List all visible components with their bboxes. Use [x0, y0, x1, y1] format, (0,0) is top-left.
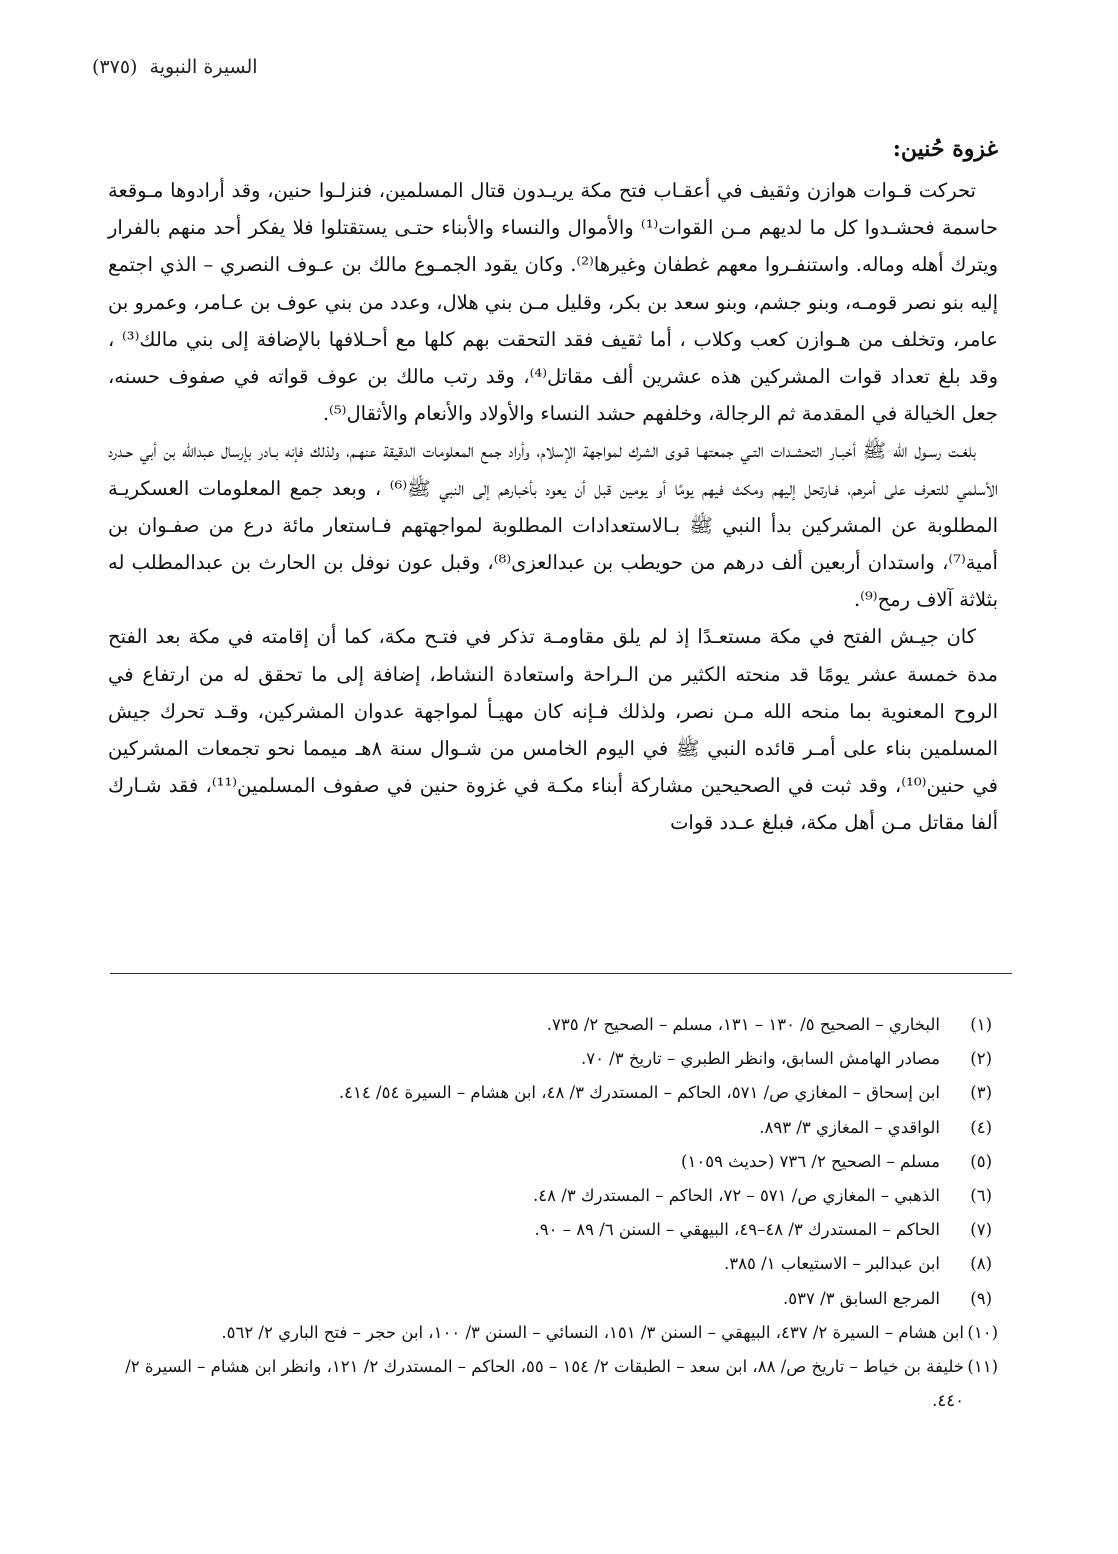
footnote-separator — [110, 973, 1012, 974]
footnote — [108, 1111, 998, 1145]
footnote-text: ابن عبدالبر – الاستيعاب ١/ ٣٨٥. — [724, 1254, 940, 1274]
footnote — [108, 1042, 998, 1076]
footnote — [108, 1316, 998, 1350]
footnote-number: (٦) — [970, 1186, 992, 1206]
footnote-text: ابن هشام – السيرة ٢/ ٤٣٧، البيهقي – السنن ٣/ ١٥١، النسائي – السنن ٣/ ١٠٠، ابن حجر – فتح الباري ٢/ ٥٦٢. — [221, 1322, 964, 1342]
footnote-number: (٣) — [970, 1083, 992, 1103]
footnote-number: (٤) — [970, 1117, 992, 1137]
footnote — [108, 1076, 998, 1110]
footnote — [108, 1350, 998, 1418]
body-text — [108, 172, 998, 842]
footnote-text: البخاري – الصحيح ٥/ ١٣٠ – ١٣١، مسلم – الصحيح ٢/ ٧٣٥. — [546, 1015, 940, 1034]
section-title: غزوة حُنين: — [892, 136, 998, 162]
footnote-text: الحاكم – المستدرك ٣/ ٤٨–٤٩، البيهقي – السنن ٦/ ٨٩ – ٩٠. — [534, 1220, 940, 1240]
paragraph: تحركت قـوات هوازن وثقيف في أعقـاب فتح مكة يريـدون قتال المسلمين، فنزلـوا حنين، وقد أرادوها مـوقعة حاسمة فحشـدوا كل ما لديهم مـن القوات⁽¹⁾ والأموال والنساء والأبناء حتـى يستقتلوا فلا يفكر أحد منهم بالفرار ويترك أهله وماله. واستنفـروا معهم غطفان وغيرها⁽²⁾. وكان يقود الجمـوع مالك بن عـوف النصري – الذي اجتمع إليه بنو نصر قومـه، وبنو جشم، وبنو سعد بن بكر، وقليل مـن بني هلال، وعدد من بني عوف بن عـامر، وعمرو بن عامر، وتخلف من هـوازن كعب وكلاب ، أما ثقيف فقد التحقت بهم كلها مع أحـلافها بالإضافة إلى بني مالك⁽³⁾ ، وقد بلغ تعداد قوات المشركين هذه عشرين ألف مقاتل⁽⁴⁾، وقد رتب مالك بن عوف قواته في صفوف حسنه، جعل الخيالة في المقدمة ثم الرجالة، وخلفهم حشد النساء والأولاد والأنعام والأثقال⁽⁵⁾. — [108, 179, 999, 426]
footnote-number: (١) — [970, 1015, 992, 1034]
footnote-number: (٥) — [970, 1151, 992, 1171]
footnote — [108, 1008, 998, 1042]
footnote-text: خليفة بن خياط – تاريخ ص/ ٨٨، ابن سعد – الطبقات ٢/ ١٥٤ – ٥٥، الحاكم – المستدرك ٢/ ١٢١، وانظر ابن هشام – السيرة ٢/ ٤٤٠. — [125, 1357, 964, 1411]
footnote — [108, 1247, 998, 1281]
footnote — [108, 1282, 998, 1316]
footnote-text: ابن إسحاق – المغازي ص/ ٥٧١، الحاكم – المستدرك ٣/ ٤٨، ابن هشام – السيرة ٥٤/ ٤١٤. — [338, 1083, 940, 1103]
book-title: السيرة النبوية — [149, 56, 258, 78]
footnote-number: (٩) — [970, 1288, 992, 1308]
footnote-text: المرجع السابق ٣/ ٥٣٧. — [783, 1288, 940, 1308]
footnote-number: (٧) — [970, 1220, 992, 1240]
footnote-number: (٢) — [970, 1049, 992, 1069]
footnote — [108, 1179, 998, 1213]
footnotes — [108, 1008, 998, 1418]
page-number: (٣٧٥) — [92, 56, 138, 78]
footnote — [108, 1145, 998, 1179]
footnote-number: (٨) — [970, 1254, 992, 1274]
footnote-text: مصادر الهامش السابق، وانظر الطبري – تاريخ ٣/ ٧٠. — [580, 1049, 940, 1069]
footnote-text: الواقدي – المغازي ٣/ ٨٩٣. — [759, 1117, 940, 1137]
footnote-number: (١١) — [967, 1357, 998, 1377]
running-header — [92, 56, 258, 78]
footnote — [108, 1213, 998, 1247]
footnote-text: مسلم – الصحيح ٢/ ٧٣٦ (حديث ١٠٥٩) — [681, 1151, 940, 1171]
footnote-text: الذهبي – المغازي ص/ ٥٧١ – ٧٢، الحاكم – المستدرك ٣/ ٤٨. — [533, 1186, 940, 1206]
paragraph: كان جيـش الفتح في مكة مستعـدًا إذ لم يلق مقاومـة تذكر في فتـح مكة، كما أن إقامته في مكة بعد الفتح مدة خمسة عشر يومًا قد منحته الكثير من الـراحة واستعادة النشاط، إضافة إلى ما تحقق له من ارتفاع في الروح المعنوية بما منحه الله مـن نصر، ولذلك فـإنه كان مهيـأ لمواجهة عدوان المشركين، وقـد تحرك جيش المسلمين بناء على أمـر قائده النبي ﷺ في اليوم الخامس من شـوال سنة ٨هـ ميمما نحو تجمعات المشركين في حنين⁽¹⁰⁾، وقد ثبت في الصحيحين مشاركة أبناء مكـة في غزوة حنين في صفوف المسلمين⁽¹¹⁾، فقد شـارك ألفا مقاتل مـن أهل مكة، فبلغ عـدد قوات — [108, 625, 998, 835]
paragraph: بلغـت رسـول الله ﷺ أخبـار التحشـدات التـي جمعتهـا قـوى الشرك لمواجهة الإسلام، وأراد جمع المعلومات الدقيقة عنهـم، ولذلك فإنه بـادر بإرسال عبدالله بن أبي حـدرد الأسلمي للتعرف على أمرهم، فـارتحل إليهم ومكث فيهم يومًا أو يومين قبل أن يعود بأخبارهم إلى النبي ﷺ⁽⁶⁾ ، وبعد جمع المعلومات العسكريـة المطلوبة عن المشركين بدأ النبي ﷺ بـالاستعدادات المطلوبة لمواجهتهم فـاستعار مائة درع من صفـوان بن أمية⁽⁷⁾، واستدان أربعين ألف درهم من حويطب بن عبدالعزى⁽⁸⁾، وقبل عون نوفل بن الحارث بن عبدالمطلب له بثلاثة آلاف رمح⁽⁹⁾. — [108, 439, 998, 612]
footnote-number: (١٠) — [967, 1322, 998, 1342]
